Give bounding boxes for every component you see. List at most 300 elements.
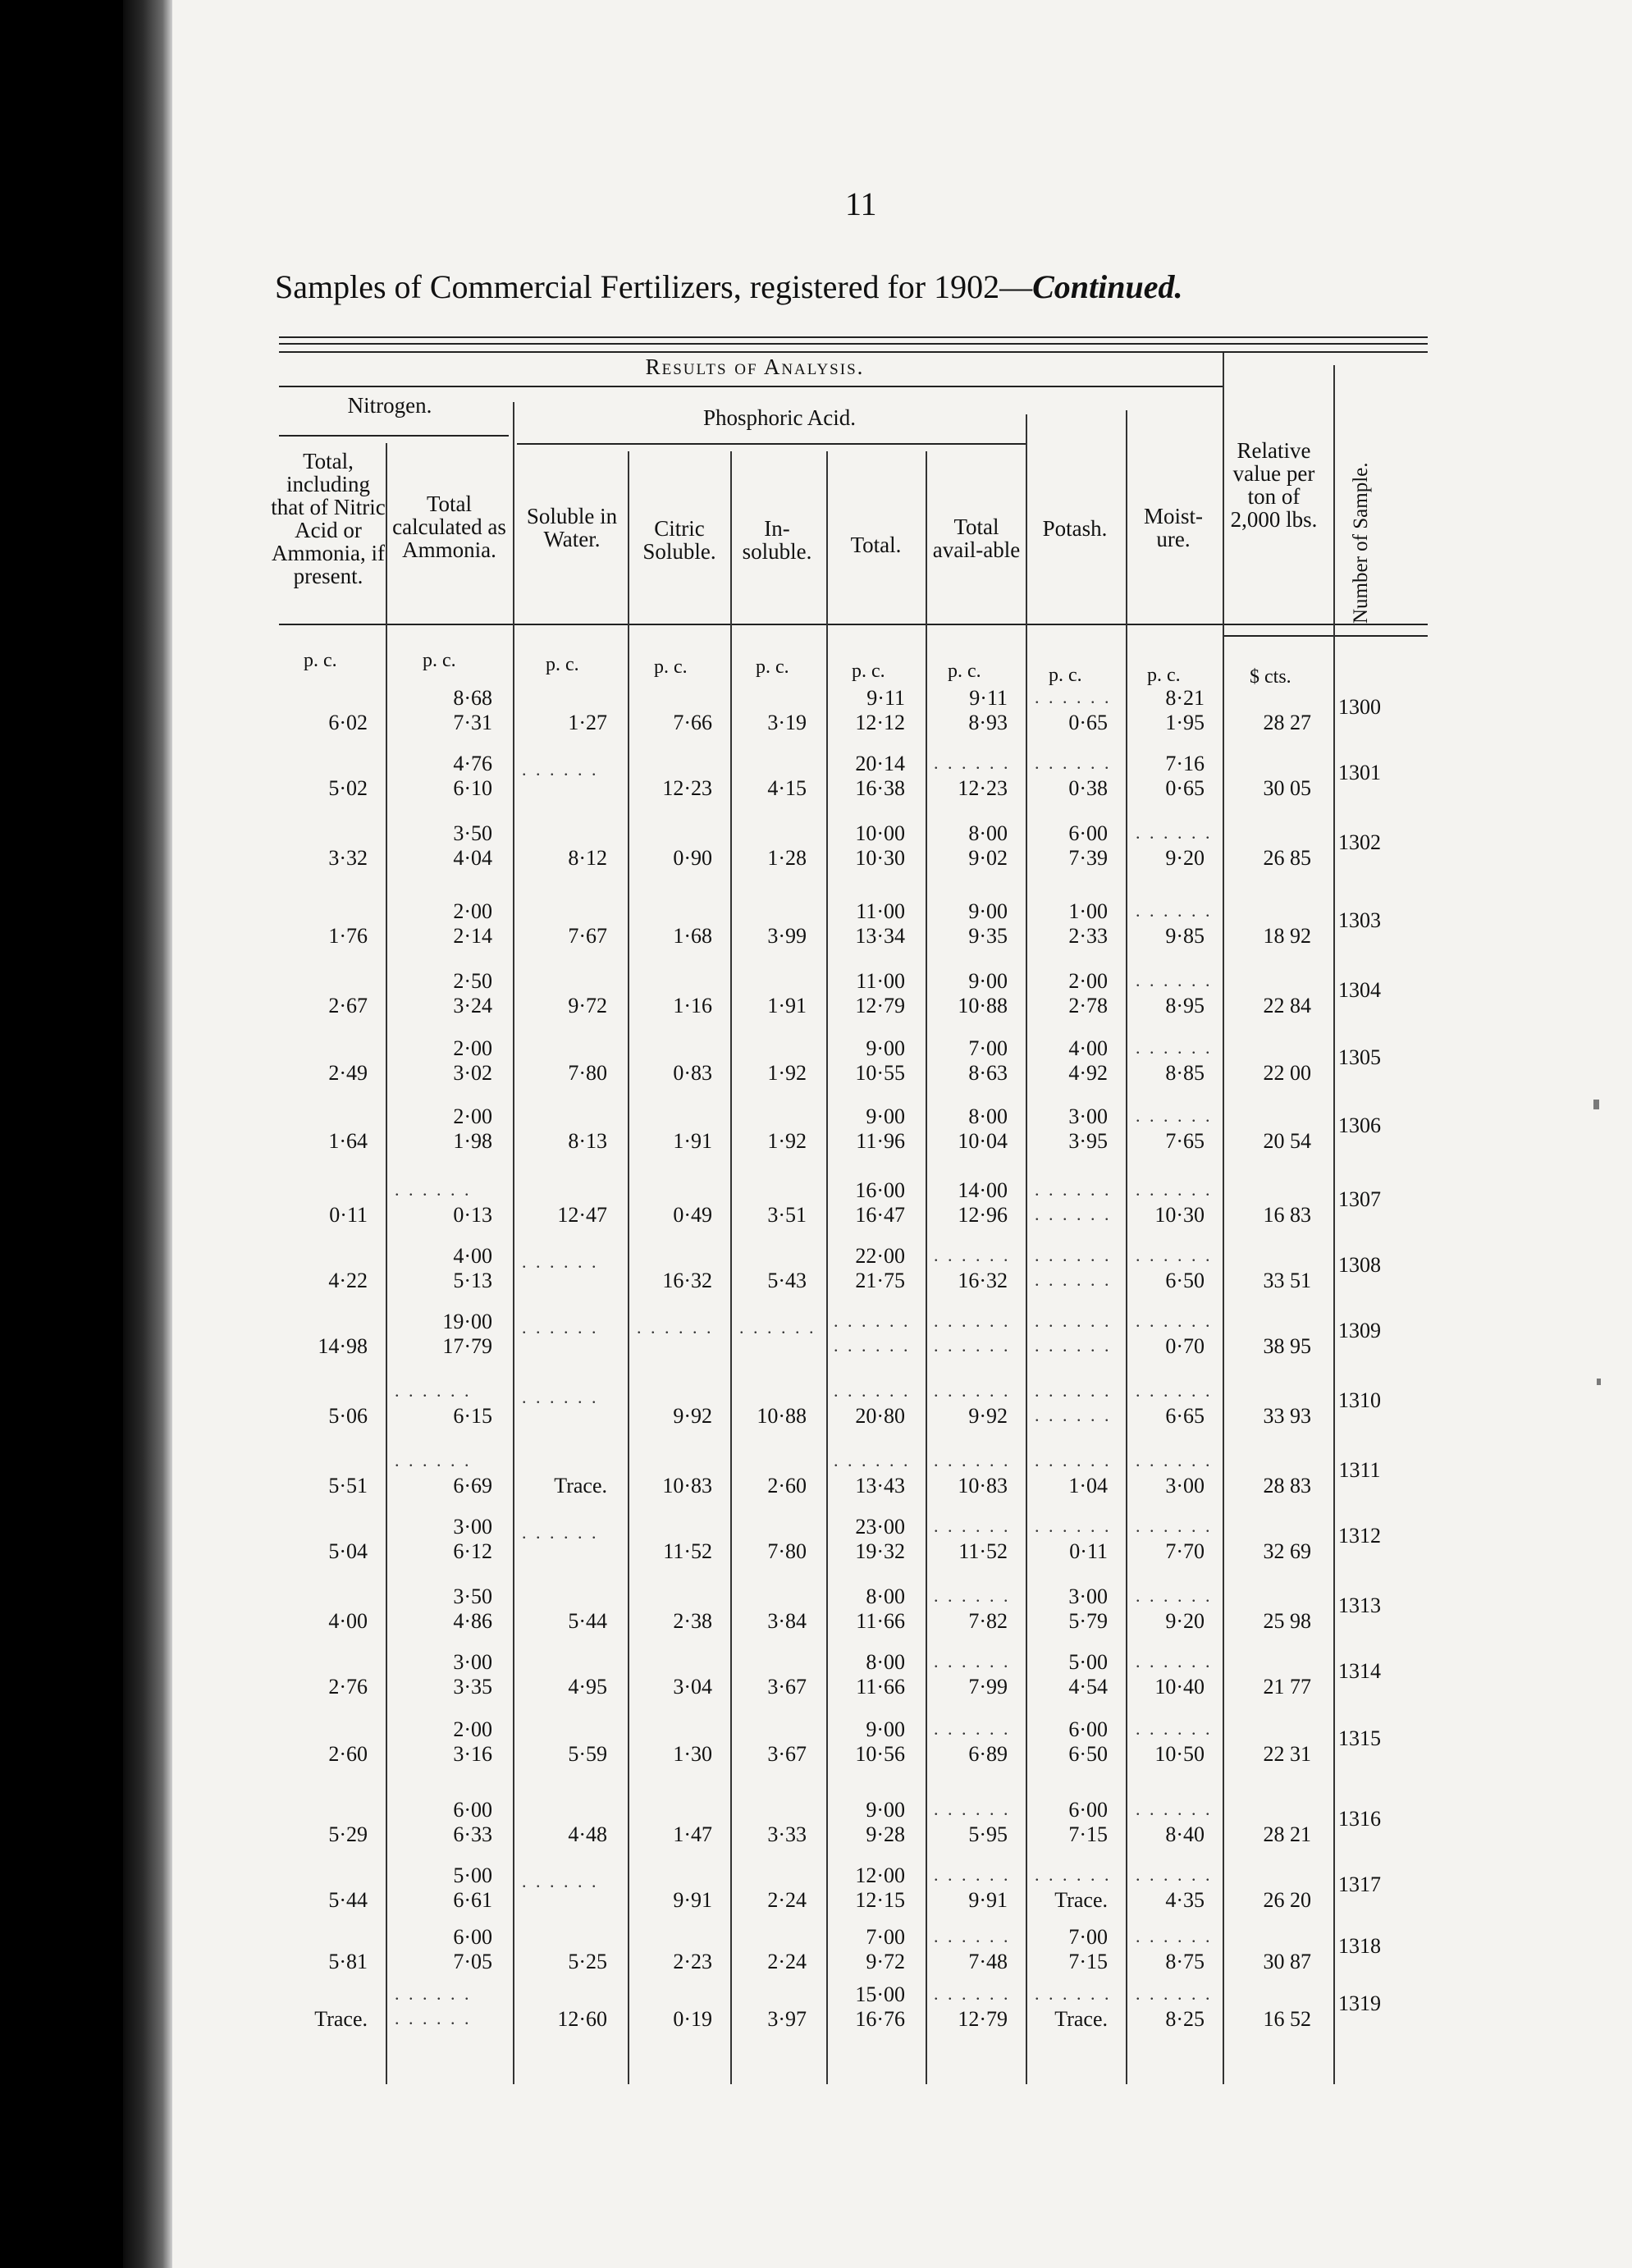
sample-number: 1305 [1338,1045,1381,1069]
value-cell: 30 05 [1263,776,1311,800]
ammonia-guaranteed-cell: 3·00 [453,1650,492,1674]
sample-number: 1317 [1338,1872,1381,1896]
header-citric: Citric Soluble. [642,516,716,564]
potash-guaranteed-cell: 1·00 [1068,899,1108,923]
total-guaranteed-cell: 22·00 [855,1244,905,1268]
leader-dots: . . . . . . [934,1310,1011,1331]
unit-label: p. c. [423,650,456,671]
leader-dots: . . . . . . [1136,1585,1213,1606]
leader-dots: . . . . . . [934,1585,1011,1606]
insoluble-cell: 3·33 [767,1822,807,1846]
value-cell: 22 31 [1263,1742,1311,1766]
available-found-cell: 9·91 [968,1888,1008,1912]
column-rule [513,402,514,2084]
leader-dots: . . . . . . [1136,1037,1213,1058]
citric-cell: 16·32 [662,1269,712,1292]
soluble-cell: 7·80 [568,1061,607,1085]
leader-dots: . . . . . . [1136,1105,1213,1126]
moisture-found-cell: 9·20 [1165,1609,1205,1633]
leader-dots: . . . . . . [1136,1380,1213,1401]
citric-cell: 1·16 [673,994,712,1017]
ammonia-guaranteed-cell: 6·00 [453,1925,492,1949]
total-guaranteed-cell: 10·00 [855,821,905,845]
insoluble-cell: 10·88 [757,1404,807,1428]
moisture-found-cell: 10·40 [1154,1675,1205,1699]
nitrogen-total-cell: 4·00 [328,1609,368,1633]
available-found-cell: 10·88 [958,994,1008,1017]
leader-dots: . . . . . . [395,1450,472,1470]
ammonia-found-cell: 1·98 [453,1129,492,1153]
nitrogen-total-cell: 2·76 [328,1675,368,1699]
potash-found-cell: 3·95 [1068,1129,1108,1153]
citric-cell: 9·91 [673,1888,712,1912]
ammonia-guaranteed-cell: 6·00 [453,1798,492,1822]
leader-dots: . . . . . . [1136,1926,1213,1946]
ammonia-guaranteed-cell: 2·00 [453,899,492,923]
value-cell: 21 77 [1263,1675,1311,1699]
sample-number: 1304 [1338,978,1381,1002]
title-text: Samples of Commercial Fertilizers, registered for 1902 [275,268,1000,305]
sample-number: 1308 [1338,1253,1381,1277]
citric-cell: 12·23 [662,776,712,800]
value-cell: 28 27 [1263,711,1311,734]
available-found-cell: 8·93 [968,711,1008,734]
sample-number: 1319 [1338,1991,1381,2015]
insoluble-cell: 2·24 [767,1950,807,1973]
potash-guaranteed-cell: 2·00 [1068,969,1108,993]
unit-label: $ cts. [1250,666,1291,688]
insoluble-cell: 3·99 [767,924,807,948]
header-rule [279,435,509,437]
moisture-found-cell: 8·40 [1165,1822,1205,1846]
sample-number: 1301 [1338,761,1381,784]
citric-cell: 1·30 [673,1742,712,1766]
citric-cell: 11·52 [663,1539,712,1563]
soluble-cell: 5·44 [568,1609,607,1633]
soluble-cell: 12·47 [557,1203,607,1227]
leader-dots: . . . . . . [934,1245,1011,1265]
potash-found-cell: 4·92 [1068,1061,1108,1085]
available-guaranteed-cell: 8·00 [968,821,1008,845]
leader-dots: . . . . . . [1035,752,1112,773]
potash-found-cell: 0·65 [1068,711,1108,734]
nitrogen-total-cell: 5·51 [328,1474,368,1498]
insoluble-cell: 3·51 [767,1203,807,1227]
total-found-cell: 11·66 [856,1675,905,1699]
nitrogen-total-cell: 3·32 [328,846,368,870]
sample-number: 1313 [1338,1594,1381,1617]
leader-dots: . . . . . . [1136,822,1213,843]
total-found-cell: 12·15 [855,1888,905,1912]
scan-mark [1597,1379,1601,1385]
header-sample: Number of Sample. [1350,462,1372,624]
leader-dots: . . . . . . [1035,1983,1112,2004]
moisture-found-cell: 10·50 [1154,1742,1205,1766]
ammonia-found-cell: 7·31 [453,711,492,734]
column-rule [1026,414,1027,2084]
total-found-cell: 9·72 [866,1950,905,1973]
ammonia-found-cell: 7·05 [453,1950,492,1973]
citric-cell: 9·92 [673,1404,712,1428]
sample-number: 1315 [1338,1726,1381,1750]
potash-guaranteed-cell: 6·00 [1068,821,1108,845]
value-cell: 30 87 [1263,1950,1311,1973]
ammonia-guaranteed-cell: 2·50 [453,969,492,993]
available-found-cell: 6·89 [968,1742,1008,1766]
sample-number: 1310 [1338,1388,1381,1412]
potash-found-cell: 7·15 [1068,1950,1108,1973]
unit-label: p. c. [756,656,789,678]
citric-cell: 2·38 [673,1609,712,1633]
leader-dots: . . . . . . [637,1317,714,1337]
ammonia-found-cell: 2·14 [453,924,492,948]
leader-dots: . . . . . . [1035,1405,1112,1425]
ammonia-guaranteed-cell: 2·00 [453,1104,492,1128]
moisture-found-cell: 7·70 [1165,1539,1205,1563]
total-found-cell: 11·66 [856,1609,905,1633]
leader-dots: . . . . . . [834,1450,911,1470]
leader-dots: . . . . . . [934,1450,1011,1470]
ammonia-found-cell: 4·04 [453,846,492,870]
header-results: Results of Analysis. [645,354,865,379]
insoluble-cell: 3·67 [767,1742,807,1766]
citric-cell: 2·23 [673,1950,712,1973]
soluble-cell: 12·60 [557,2007,607,2031]
ammonia-guaranteed-cell: 5·00 [453,1863,492,1887]
available-found-cell: 12·23 [958,776,1008,800]
insoluble-cell: 1·91 [767,994,807,1017]
leader-dots: . . . . . . [934,1926,1011,1946]
top-rule [279,343,1428,345]
potash-guaranteed-cell: 3·00 [1068,1584,1108,1608]
available-guaranteed-cell: 9·00 [968,899,1008,923]
potash-found-cell: 1·04 [1068,1474,1108,1498]
leader-dots: . . . . . . [1035,1310,1112,1331]
moisture-found-cell: 9·20 [1165,846,1205,870]
leader-dots: . . . . . . [1035,1245,1112,1265]
moisture-found-cell: 6·50 [1165,1269,1205,1292]
insoluble-cell: 3·97 [767,2007,807,2031]
sample-number: 1316 [1338,1807,1381,1831]
value-cell: 16 52 [1263,2007,1311,2031]
ammonia-found-cell: 6·12 [453,1539,492,1563]
ammonia-guaranteed-cell: 3·50 [453,1584,492,1608]
nitrogen-total-cell: 2·49 [328,1061,368,1085]
sample-number: 1306 [1338,1113,1381,1137]
ammonia-found-cell: 5·13 [453,1269,492,1292]
moisture-found-cell: 9·85 [1165,924,1205,948]
sample-number: 1302 [1338,830,1381,854]
potash-guaranteed-cell: 7·00 [1068,1925,1108,1949]
leader-dots: . . . . . . [1035,687,1112,707]
leader-dots: . . . . . . [934,752,1011,773]
total-guaranteed-cell: 7·00 [866,1925,905,1949]
nitrogen-total-cell: 1·76 [328,924,368,948]
total-found-cell: 10·56 [855,1742,905,1766]
leader-dots: . . . . . . [1136,1179,1213,1200]
nitrogen-total-cell: 5·02 [328,776,368,800]
total-found-cell: 21·75 [855,1269,905,1292]
nitrogen-total-cell: 14·98 [318,1334,368,1358]
column-rule [730,451,732,2084]
header-available: Total avail-able [932,514,1021,562]
citric-cell: 1·47 [673,1822,712,1846]
leader-dots: . . . . . . [395,2008,472,2028]
header-nitrogen-total: Total, including that of Nitric Acid or Ammonia, if present. [271,449,386,588]
available-guaranteed-cell: 9·00 [968,969,1008,993]
sample-number: 1318 [1338,1934,1381,1958]
soluble-cell: 5·59 [568,1742,607,1766]
insoluble-cell: 3·84 [767,1609,807,1633]
value-cell: 26 20 [1263,1888,1311,1912]
leader-dots: . . . . . . [522,1317,599,1337]
nitrogen-total-cell: 5·06 [328,1404,368,1428]
available-found-cell: 10·83 [958,1474,1008,1498]
leader-dots: . . . . . . [1035,1335,1112,1356]
leader-dots: . . . . . . [934,1983,1011,2004]
nitrogen-total-cell: 5·29 [328,1822,368,1846]
value-cell: 22 00 [1263,1061,1311,1085]
header-nitrogen: Nitrogen. [347,393,432,418]
total-found-cell: 16·38 [855,776,905,800]
sample-number: 1300 [1338,695,1381,719]
value-cell: 33 51 [1263,1269,1311,1292]
total-guaranteed-cell: 9·00 [866,1798,905,1822]
total-guaranteed-cell: 9·00 [866,1104,905,1128]
leader-dots: . . . . . . [934,1335,1011,1356]
header-phosphoric: Phosphoric Acid. [703,405,856,430]
sample-number: 1311 [1338,1458,1381,1482]
ammonia-found-cell: 6·33 [453,1822,492,1846]
total-guaranteed-cell: 11·00 [856,969,905,993]
insoluble-cell: 7·80 [767,1539,807,1563]
available-found-cell: 5·95 [968,1822,1008,1846]
unit-label: p. c. [1049,665,1082,686]
potash-found-cell: 7·15 [1068,1822,1108,1846]
title-continued: Continued. [1032,268,1183,305]
available-found-cell: 7·48 [968,1950,1008,1973]
value-cell: 26 85 [1263,846,1311,870]
potash-found-cell: 0·11 [1069,1539,1108,1563]
potash-guaranteed-cell: 6·00 [1068,1798,1108,1822]
leader-dots: . . . . . . [522,759,599,780]
ammonia-found-cell: 0·13 [453,1203,492,1227]
nitrogen-total-cell: 6·02 [328,711,368,734]
column-rule [826,451,828,2084]
unit-label: p. c. [546,654,579,675]
total-found-cell: 9·28 [866,1822,905,1846]
leader-dots: . . . . . . [1035,1450,1112,1470]
value-cell: 28 21 [1263,1822,1311,1846]
total-guaranteed-cell: 20·14 [855,752,905,775]
leader-dots: . . . . . . [934,1718,1011,1739]
total-guaranteed-cell: 16·00 [855,1178,905,1202]
top-rule [279,351,1428,353]
nitrogen-total-cell: 5·81 [328,1950,368,1973]
soluble-cell: 5·25 [568,1950,607,1973]
leader-dots: . . . . . . [1035,1864,1112,1885]
ammonia-guaranteed-cell: 3·50 [453,821,492,845]
ammonia-guaranteed-cell: 2·00 [453,1717,492,1741]
ammonia-guaranteed-cell: 4·00 [453,1244,492,1268]
ammonia-guaranteed-cell: 19·00 [442,1310,492,1333]
total-guaranteed-cell: 23·00 [855,1515,905,1539]
available-found-cell: 9·92 [968,1404,1008,1428]
moisture-found-cell: 8·95 [1165,994,1205,1017]
total-found-cell: 12·79 [855,994,905,1017]
ammonia-found-cell: 4·86 [453,1609,492,1633]
total-found-cell: 19·32 [855,1539,905,1563]
value-cell: 18 92 [1263,924,1311,948]
unit-label: p. c. [1147,665,1181,686]
moisture-found-cell: 6·65 [1165,1404,1205,1428]
available-found-cell: 11·52 [958,1539,1008,1563]
available-found-cell: 16·32 [958,1269,1008,1292]
moisture-found-cell: 1·95 [1165,711,1205,734]
column-rule [1223,353,1224,2084]
potash-guaranteed-cell: 5·00 [1068,1650,1108,1674]
available-guaranteed-cell: 7·00 [968,1036,1008,1060]
leader-dots: . . . . . . [834,1335,911,1356]
top-rule [279,336,1428,338]
total-guaranteed-cell: 8·00 [866,1584,905,1608]
sample-number: 1307 [1338,1187,1381,1211]
total-found-cell: 10·30 [855,846,905,870]
potash-found-cell: 5·79 [1068,1609,1108,1633]
total-found-cell: 13·43 [855,1474,905,1498]
sample-number: 1309 [1338,1319,1381,1342]
value-cell: 20 54 [1263,1129,1311,1153]
unit-label: p. c. [654,656,688,678]
available-guaranteed-cell: 8·00 [968,1104,1008,1128]
unit-label: p. c. [948,661,981,682]
insoluble-cell: 1·92 [767,1129,807,1153]
soluble-cell: 4·48 [568,1822,607,1846]
value-cell: 38 95 [1263,1334,1311,1358]
insoluble-cell: 2·60 [767,1474,807,1498]
available-found-cell: 12·79 [958,2007,1008,2031]
citric-cell: 0·49 [673,1203,712,1227]
sample-number: 1314 [1338,1659,1381,1683]
total-guaranteed-cell: 9·00 [866,1717,905,1741]
nitrogen-total-cell: 5·04 [328,1539,368,1563]
total-found-cell: 11·96 [856,1129,905,1153]
soluble-cell: 9·72 [568,994,607,1017]
total-found-cell: 20·80 [855,1404,905,1428]
leader-dots: . . . . . . [1136,1516,1213,1536]
leader-dots: . . . . . . [739,1317,816,1337]
citric-cell: 1·68 [673,924,712,948]
ammonia-found-cell: 6·61 [453,1888,492,1912]
available-found-cell: 9·02 [968,846,1008,870]
page-title: Samples of Commercial Fertilizers, registered for 1902—Continued. [275,268,1183,305]
total-found-cell: 16·47 [855,1203,905,1227]
column-rule [628,451,629,2084]
moisture-found-cell: 4·35 [1165,1888,1205,1912]
leader-dots: . . . . . . [1035,1516,1112,1536]
total-guaranteed-cell: 15·00 [855,1982,905,2006]
header-value: Relative value per ton of 2,000 lbs. [1230,438,1318,532]
available-found-cell: 12·96 [958,1203,1008,1227]
insoluble-cell: 1·92 [767,1061,807,1085]
leader-dots: . . . . . . [1035,1179,1112,1200]
available-found-cell: 10·04 [958,1129,1008,1153]
potash-found-cell: 2·33 [1068,924,1108,948]
leader-dots: . . . . . . [522,1871,599,1891]
potash-guaranteed-cell: 4·00 [1068,1036,1108,1060]
potash-guaranteed-cell: 3·00 [1068,1104,1108,1128]
nitrogen-total-cell: Trace. [314,2007,368,2031]
leader-dots: . . . . . . [834,1310,911,1331]
potash-found-cell: 4·54 [1068,1675,1108,1699]
leader-dots: . . . . . . [934,1864,1011,1885]
column-rule [926,451,927,2084]
ammonia-found-cell: 3·35 [453,1675,492,1699]
ammonia-found-cell: 3·24 [453,994,492,1017]
ammonia-found-cell: 6·15 [453,1404,492,1428]
value-cell: 16 83 [1263,1203,1311,1227]
leader-dots: . . . . . . [1136,970,1213,990]
page-number: 11 [845,185,877,222]
nitrogen-total-cell: 5·44 [328,1888,368,1912]
potash-guaranteed-cell: 6·00 [1068,1717,1108,1741]
leader-dots: . . . . . . [395,1380,472,1401]
leader-dots: . . . . . . [522,1387,599,1407]
available-found-cell: 9·35 [968,924,1008,948]
header-insoluble: In-soluble. [742,516,812,564]
insoluble-cell: 2·24 [767,1888,807,1912]
total-guaranteed-cell: 9·11 [866,686,905,710]
leader-dots: . . . . . . [1136,1983,1213,2004]
header-total: Total. [850,533,902,557]
potash-found-cell: 7·39 [1068,846,1108,870]
leader-dots: . . . . . . [522,1522,599,1543]
scan-mark [1593,1100,1599,1109]
leader-dots: . . . . . . [1035,1269,1112,1290]
nitrogen-total-cell: 1·64 [328,1129,368,1153]
moisture-found-cell: 3·00 [1165,1474,1205,1498]
nitrogen-total-cell: 2·67 [328,994,368,1017]
leader-dots: . . . . . . [1136,1864,1213,1885]
value-cell: 32 69 [1263,1539,1311,1563]
citric-cell: 1·91 [673,1129,712,1153]
leader-dots: . . . . . . [1035,1380,1112,1401]
column-rule [1126,410,1127,2084]
citric-cell: 0·83 [673,1061,712,1085]
total-guaranteed-cell: 12·00 [855,1863,905,1887]
ammonia-found-cell: 17·79 [442,1334,492,1358]
available-found-cell: 8·63 [968,1061,1008,1085]
potash-found-cell: Trace. [1054,1888,1108,1912]
total-guaranteed-cell: 8·00 [866,1650,905,1674]
ammonia-found-cell: 3·02 [453,1061,492,1085]
sample-number: 1312 [1338,1524,1381,1548]
nitrogen-total-cell: 4·22 [328,1269,368,1292]
moisture-found-cell: 0·65 [1165,776,1205,800]
insoluble-cell: 1·28 [767,846,807,870]
soluble-cell: 7·67 [568,924,607,948]
moisture-found-cell: 8·25 [1165,2007,1205,2031]
available-found-cell: 7·99 [968,1675,1008,1699]
total-found-cell: 16·76 [855,2007,905,2031]
potash-found-cell: 2·78 [1068,994,1108,1017]
moisture-found-cell: 0·70 [1165,1334,1205,1358]
value-cell: 25 98 [1263,1609,1311,1633]
leader-dots: . . . . . . [395,1179,472,1200]
value-cell: 22 84 [1263,994,1311,1017]
potash-found-cell: 6·50 [1068,1742,1108,1766]
value-cell: 28 83 [1263,1474,1311,1498]
